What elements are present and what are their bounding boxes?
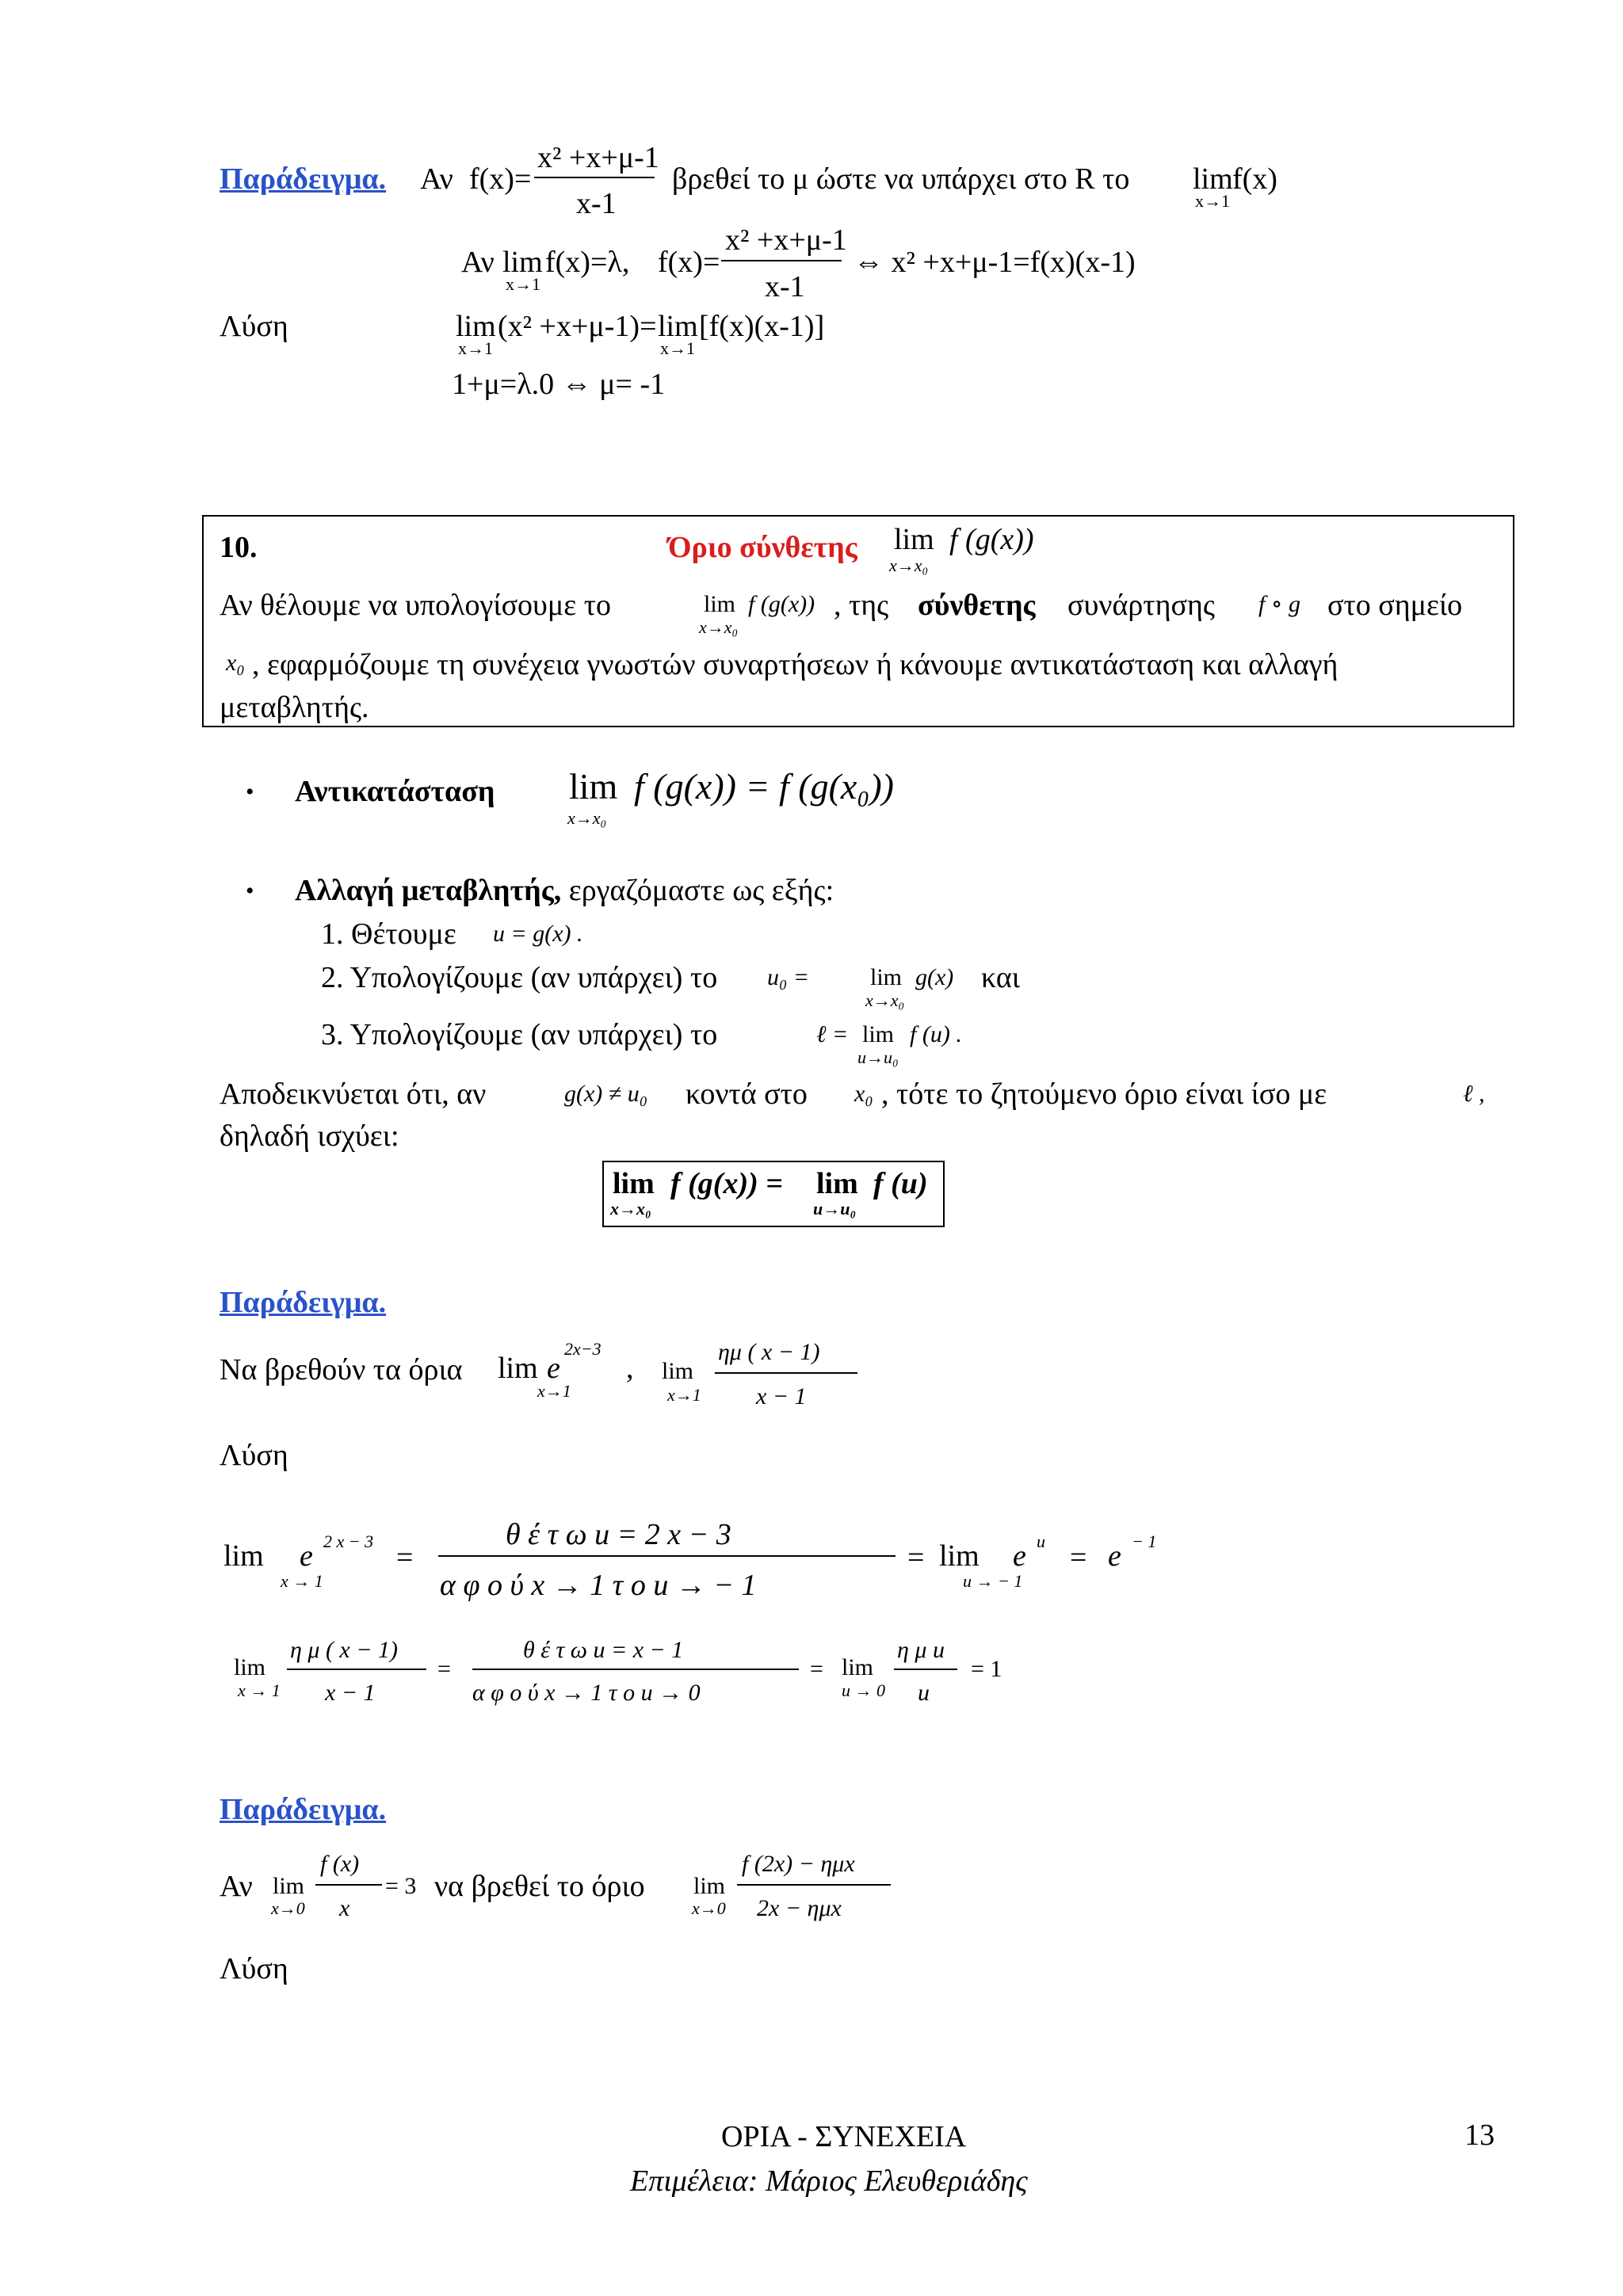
math-expression: f (g(x)) = — [670, 1167, 783, 1200]
punctuation: , — [626, 1352, 634, 1385]
lim-subscript: x→0 — [692, 1898, 726, 1918]
math-expression: e — [1013, 1539, 1026, 1573]
text: συνάρτησης — [1067, 589, 1215, 622]
math-expression: f (g(x)) — [748, 591, 815, 617]
footer-author: Επιμέλεια: Μάριος Ελευθεριάδης — [630, 2164, 1028, 2198]
math-expression: f ∘ g — [1258, 591, 1301, 617]
fraction-bar — [721, 260, 842, 261]
math-expression: f(x)= — [658, 246, 720, 279]
lim-operator: lim — [498, 1352, 538, 1385]
fraction-bar — [472, 1669, 799, 1670]
math-expression: g(x) ≠ u₀ — [564, 1081, 648, 1107]
bullet: • — [246, 878, 254, 904]
math-expression: e — [1108, 1539, 1121, 1573]
method-label: Αντικατάσταση — [295, 775, 495, 808]
lim-subscript: x→x₀ — [610, 1199, 651, 1219]
fraction-bar — [287, 1669, 426, 1670]
fraction-numerator: η μ u — [897, 1637, 945, 1663]
fraction-denominator: x-1 — [576, 187, 617, 220]
fraction-numerator: x² +x+μ-1 — [725, 223, 847, 257]
fraction-denominator: 2x − ημx — [757, 1895, 842, 1921]
fraction-numerator: x² +x+μ-1 — [537, 141, 659, 174]
math-expression: [f(x)(x-1)] — [699, 310, 825, 343]
text: Να βρεθούν τα όρια — [220, 1353, 463, 1386]
step-text: 3. Υπολογίζουμε (αν υπάρχει) το — [321, 1018, 718, 1051]
text: , της — [834, 589, 889, 622]
fraction-denominator: x − 1 — [756, 1383, 807, 1409]
math-expression: e — [300, 1539, 313, 1573]
page-number: 13 — [1465, 2119, 1495, 2152]
math-expression: f (g(x)) — [949, 523, 1034, 556]
lim-subscript: x→x₀ — [699, 617, 739, 637]
math-expression: u = g(x) . — [493, 921, 583, 947]
lim-operator: lim — [456, 310, 496, 343]
fraction-denominator: α φ ο ύ x → 1 τ ο u → − 1 — [440, 1569, 757, 1602]
text: , εφαρμόζουμε τη συνέχεια γνωστών συναρτήσεων ή κάνουμε αντικατάσταση και αλλαγή — [252, 648, 1338, 681]
lim-operator: lim — [223, 1539, 264, 1573]
section-title: Όριο σύνθετης — [668, 531, 857, 564]
lim-subscript: x → 1 — [238, 1680, 281, 1700]
example-heading: Παράδειγμα. — [220, 1286, 387, 1319]
solution-label: Λύση — [220, 310, 288, 343]
math-symbol: x₀ — [226, 650, 245, 676]
fraction-numerator: θ έ τ ω u = x − 1 — [523, 1637, 684, 1663]
example-heading: Παράδειγμα. — [220, 1793, 387, 1826]
fraction-denominator: α φ ο ύ x → 1 τ ο u → 0 — [472, 1680, 701, 1706]
exponent: 2 x − 3 — [323, 1531, 374, 1551]
lim-subscript: x→x₀ — [889, 555, 929, 575]
lim-operator: lim — [862, 1021, 895, 1047]
fraction-numerator: θ έ τ ω u = 2 x − 3 — [506, 1518, 731, 1551]
text: κοντά στο — [685, 1077, 808, 1111]
fraction-bar — [715, 1372, 857, 1374]
math-symbol: ℓ , — [1463, 1081, 1485, 1107]
lim-operator: lim — [939, 1539, 980, 1573]
lim-operator: lim — [658, 310, 698, 343]
equals-sign: = — [1070, 1541, 1087, 1574]
fraction-bar — [894, 1669, 957, 1670]
equals-sign: = — [907, 1541, 925, 1574]
exponent: − 1 — [1132, 1531, 1157, 1551]
lim-subscript: x → 1 — [281, 1571, 323, 1591]
fraction-bar — [315, 1884, 382, 1886]
fraction-denominator: x-1 — [765, 270, 805, 303]
math-expression: ⇔ x² +x+μ-1=f(x)(x-1) — [854, 246, 1136, 279]
equals-sign: = — [437, 1656, 451, 1682]
fraction-bar — [737, 1884, 891, 1886]
solution-label: Λύση — [220, 1952, 288, 1985]
text: μεταβλητής. — [220, 691, 369, 724]
lim-operator: lim — [704, 591, 736, 617]
math-expression: ℓ = — [816, 1021, 849, 1047]
lim-operator: lim — [1193, 162, 1233, 196]
lim-subscript: u→u₀ — [813, 1199, 857, 1219]
lim-subscript: x→1 — [660, 338, 695, 358]
lim-operator: lim — [234, 1654, 266, 1680]
lim-subscript: x→0 — [271, 1898, 305, 1918]
bold-term: Αλλαγή μεταβλητής, — [295, 874, 562, 907]
math-expression: = 3 — [385, 1873, 417, 1899]
exponent: u — [1037, 1531, 1045, 1551]
step-text: 1. Θέτουμε — [321, 917, 456, 951]
text: Αν — [220, 1870, 253, 1903]
example-heading: Παράδειγμα. — [220, 162, 387, 196]
fraction-numerator: f (x) — [320, 1851, 360, 1877]
text: Αν — [461, 246, 495, 279]
text: , τότε το ζητούμενο όριο είναι ίσο με — [881, 1077, 1327, 1111]
solution-label: Λύση — [220, 1439, 288, 1472]
text: βρεθεί το μ ώστε να υπάρχει στο R το — [672, 162, 1130, 196]
step-text: 2. Υπολογίζουμε (αν υπάρχει) το — [321, 961, 718, 994]
math-symbol: x₀ — [854, 1081, 873, 1107]
lim-subscript: x→1 — [537, 1381, 571, 1401]
lim-operator: lim — [662, 1358, 694, 1384]
math-expression: (x² +x+μ-1)= — [498, 310, 657, 343]
fraction-denominator: u — [918, 1680, 930, 1706]
math-expression: 1+μ=λ.0 ⇔ μ= -1 — [452, 368, 666, 401]
math-expression: u₀ = — [767, 964, 810, 990]
lim-subscript: u → − 1 — [963, 1571, 1023, 1591]
math-expression: f (u) . — [910, 1021, 962, 1047]
text: Αποδεικνύεται ότι, αν — [220, 1077, 487, 1111]
lim-operator: lim — [842, 1654, 874, 1680]
fraction-bar — [534, 177, 655, 178]
lim-subscript: u→u₀ — [857, 1047, 899, 1067]
fraction-bar — [438, 1555, 896, 1557]
lim-subscript: x→1 — [458, 338, 493, 358]
lim-operator: lim — [693, 1873, 726, 1899]
math-expression: f(x)=λ, — [545, 246, 630, 279]
lim-operator: lim — [613, 1167, 655, 1200]
text: Αν — [420, 162, 453, 196]
lim-subscript: x→x₀ — [567, 808, 607, 828]
method-label — [295, 875, 834, 906]
math-expression: = 1 — [971, 1656, 1002, 1682]
fraction-numerator: η μ ( x − 1) — [290, 1637, 398, 1663]
text: στο σημείο — [1327, 589, 1463, 622]
math-expression: e — [547, 1352, 560, 1385]
math-expression: f(x)= — [469, 162, 532, 196]
lim-subscript: x→x₀ — [865, 990, 905, 1010]
lim-subscript: x→1 — [506, 274, 540, 294]
math-expression: g(x) — [915, 964, 954, 990]
lim-operator: lim — [894, 523, 934, 556]
text: Αν θέλουμε να υπολογίσουμε το — [220, 589, 611, 622]
lim-operator: lim — [502, 246, 543, 279]
lim-subscript: u → 0 — [842, 1680, 885, 1700]
lim-operator: lim — [870, 964, 903, 990]
text: δηλαδή ισχύει: — [220, 1119, 399, 1153]
text: και — [981, 961, 1020, 994]
exponent: 2x−3 — [564, 1339, 601, 1359]
text: να βρεθεί το όριο — [434, 1870, 645, 1903]
lim-operator: lim — [273, 1873, 305, 1899]
lim-subscript: x→1 — [1195, 191, 1230, 211]
math-expression: f(x) — [1232, 162, 1277, 196]
math-expression: f (g(x)) = f (g(x₀)) — [634, 766, 894, 807]
equals-sign: = — [810, 1656, 823, 1682]
footer-title: ΟΡΙΑ - ΣΥΝΕΧΕΙΑ — [721, 2120, 967, 2153]
section-number: 10. — [220, 531, 258, 564]
bold-term: σύνθετης — [918, 589, 1036, 622]
fraction-denominator: x — [339, 1895, 350, 1921]
fraction-numerator: ημ ( x − 1) — [718, 1339, 820, 1365]
math-expression: f (u) — [873, 1167, 928, 1200]
lim-operator: lim — [816, 1167, 858, 1200]
equals-sign: = — [396, 1541, 414, 1574]
fraction-denominator: x − 1 — [325, 1680, 376, 1706]
bullet: • — [246, 779, 254, 805]
lim-subscript: x→1 — [667, 1385, 701, 1405]
lim-operator: lim — [569, 766, 618, 807]
text: εργαζόμαστε ως εξής: — [561, 874, 834, 907]
fraction-numerator: f (2x) − ημx — [742, 1851, 855, 1877]
